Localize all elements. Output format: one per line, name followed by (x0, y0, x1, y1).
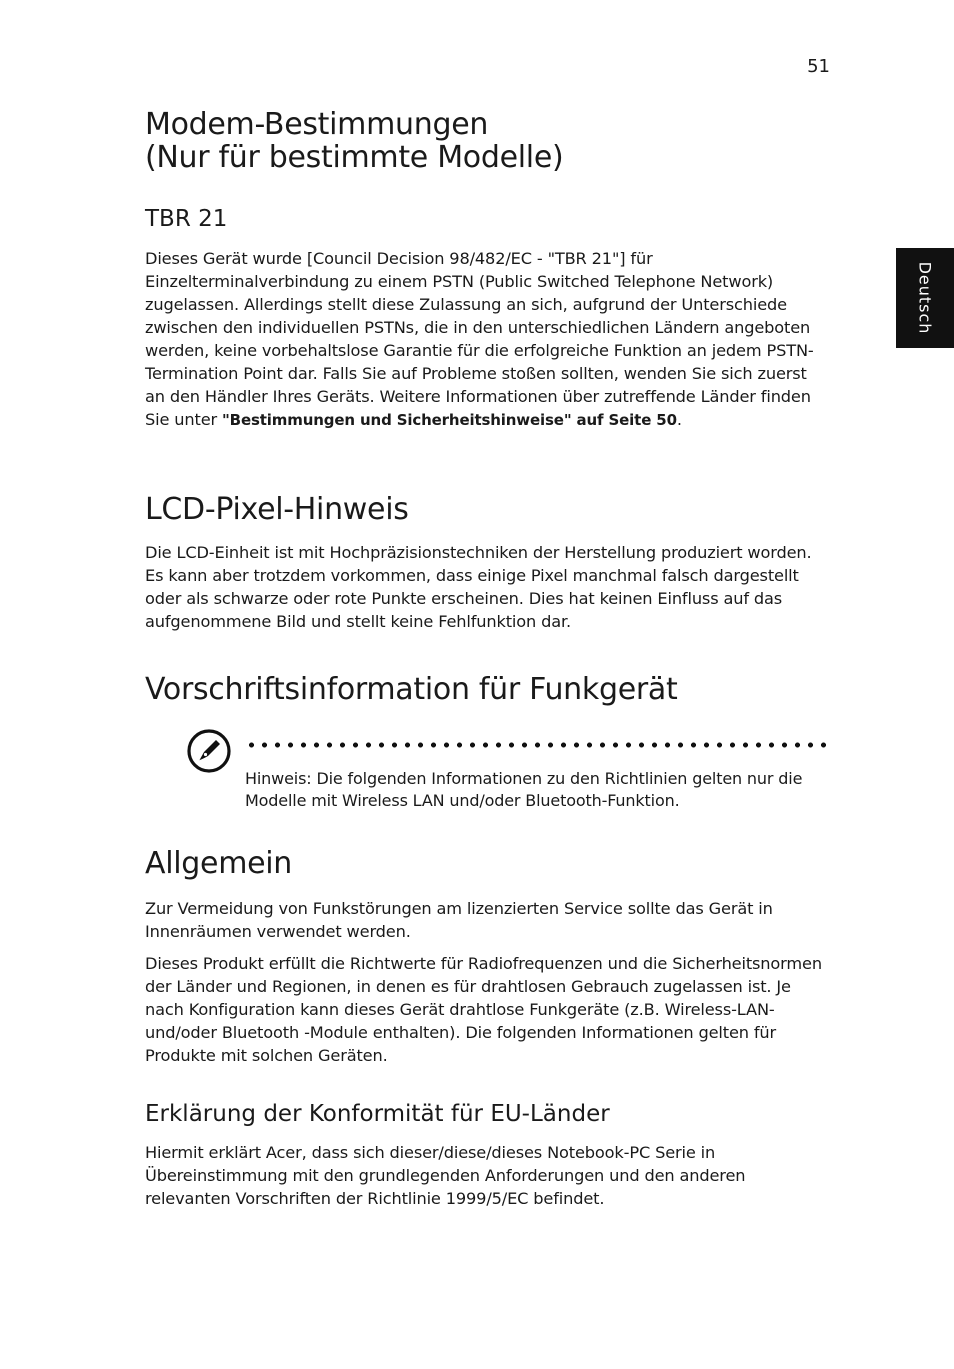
general-para-2: Dieses Produkt erfüllt die Richtwerte für Radiofrequenzen und die Sicherheitsnormen der Länder und Regionen, in denen es für drahtlosen Gebrauch zugelassen ist. Je nach Konfiguration kann dieses Gerät drahtlose Funkgeräte (z.B. Wireless-LAN- und/oder Bluetooth -Module enthalten). Die folgenden Informationen gelten für Produkte mit solchen Geräten. (145, 954, 822, 1065)
lcd-title: LCD-Pixel-Hinweis (145, 492, 409, 527)
note-block (245, 768, 830, 812)
note-label: Hinweis (245, 769, 307, 788)
note-pen-icon (186, 728, 232, 774)
modem-title (145, 108, 830, 174)
general-title: Allgemein (145, 846, 293, 881)
page-number: 51 (807, 56, 830, 77)
modem-body-end: . (676, 410, 682, 429)
cross-reference-link[interactable]: "Bestimmungen und Sicherheitshinweise" auf Seite 50 (222, 411, 677, 429)
modem-body-text: Dieses Gerät wurde [Council Decision 98/482/EC - "TBR 21"] für Einzelterminalverbindung zu einem PSTN (Public Switched Telephone Network) zugelassen. Allerdings stellt diese Zulassung an sich, aufgrund der Unterschiede zwischen den individuellen PSTNs, die in den unterschiedlichen Ländern angeboten werden, keine vorbehaltslose Garantie für die erfolgreiche Funktion an jedem PSTN-Termination Point dar. Falls Sie auf Probleme stoßen sollten, wenden Sie sich zuerst an den Händler Ihres Geräts. Weitere Informationen über zutreffende Länder finden Sie unter (145, 249, 814, 429)
modem-title-line2: (Nur für bestimmte Modelle) (145, 140, 564, 175)
modem-title-line1: Modem-Bestimmungen (145, 107, 489, 142)
tbr21-subtitle: TBR 21 (145, 206, 228, 232)
language-tab (896, 248, 954, 348)
wireless-title: Vorschriftsinformation für Funkgerät (145, 672, 678, 707)
modem-section (145, 108, 830, 174)
note-text: : Die folgenden Informationen zu den Richtlinien gelten nur die Modelle mit Wireless LAN und/oder Bluetooth-Funktion. (245, 769, 803, 810)
general-para-1: Zur Vermeidung von Funkstörungen am lizenzierten Service sollte das Gerät in Innenräumen verwendet werden. (145, 899, 773, 941)
language-tab-label: Deutsch (915, 261, 935, 335)
modem-body (145, 247, 830, 432)
lcd-body: Die LCD-Einheit ist mit Hochpräzisionstechniken der Herstellung produziert worden. Es kann aber trotzdem vorkommen, dass einige Pixel manchmal falsch dargestellt oder als schwarze oder rote Punkte erscheinen. Dies hat keinen Einfluss auf das aufgenommene Bild und stellt keine Fehlfunktion dar. (145, 543, 812, 631)
eu-body: Hiermit erklärt Acer, dass sich dieser/diese/dieses Notebook-PC Serie in Übereinstimmung mit den grundlegenden Anforderungen und den anderen relevanten Vorschriften der Richtlinie 1999/5/EC befindet. (145, 1143, 746, 1208)
eu-title: Erklärung der Konformität für EU-Länder (145, 1101, 610, 1127)
note-divider (245, 742, 830, 748)
